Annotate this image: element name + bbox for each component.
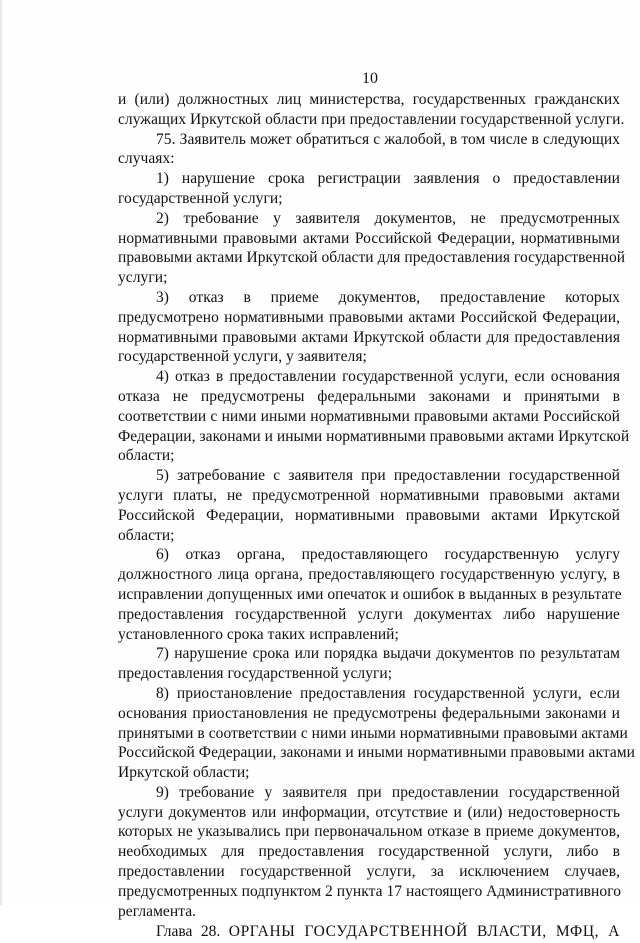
chapter-label: Глава 28. — [156, 923, 221, 941]
text-line: услуги документов или информации, отсутствие и (или) недостоверность — [118, 803, 620, 821]
text-line: 6) отказ органа, предоставляющего государственную услугу — [156, 546, 620, 564]
text-line: нормативными правовыми актами Иркутской области для предоставления — [118, 328, 620, 346]
text-line: случаях: — [118, 150, 175, 168]
text-line: предоставления государственной услуги документах либо нарушение — [118, 605, 620, 623]
text-line: должностного лица органа, предоставляющего государственную услугу, в — [118, 566, 620, 584]
text-line: Иркутской области; — [118, 764, 250, 782]
text-line: отказа не предусмотрены федеральными законами и принятыми в — [118, 387, 620, 405]
text-line: Федерации, законами и иными нормативными правовыми актами Иркутской — [118, 427, 630, 445]
text-line: 2) требование у заявителя документов, не предусмотренных — [156, 209, 620, 227]
page-number: 10 — [362, 70, 378, 87]
text-line: и (или) должностных лиц министерства, государственных гражданских — [118, 91, 620, 108]
text-line: 8) приостановление предоставления государственной услуги, если — [156, 684, 620, 702]
text-line: установленного срока таких исправлений; — [118, 625, 399, 643]
text-line: 3) отказ в приеме документов, предоставление которых — [156, 288, 620, 306]
text-line: нормативными правовыми актами Российской Федерации, нормативными — [118, 229, 620, 247]
chapter-heading — [118, 921, 620, 943]
page-edge — [0, 0, 2, 905]
text-line: предоставления государственной услуги; — [118, 665, 393, 683]
text-line: 7) нарушение срока или порядка выдачи документов по результатам — [156, 645, 620, 663]
text-line: правовыми актами Иркутской области для предоставления государственной — [118, 249, 626, 267]
document-body — [118, 90, 635, 943]
chapter-title: ОРГАНЫ ГОСУДАРСТВЕННОЙ ВЛАСТИ, МФЦ, А — [228, 923, 621, 941]
text-line: 9) требование у заявителя при предоставлении государственной — [156, 783, 620, 801]
text-line: необходимых для предоставления государственной услуги, либо в — [118, 843, 620, 861]
text-line: государственной услуги, у заявителя; — [118, 348, 367, 366]
text-line: государственной услуги; — [118, 189, 283, 207]
text-line: услуги платы, не предусмотренной нормативными правовыми актами — [118, 486, 620, 504]
text-line: услуги; — [118, 269, 168, 287]
text-line: 1) нарушение срока регистрации заявления о предоставлении — [156, 170, 620, 188]
text-line: области; — [118, 447, 175, 465]
text-line: основания приостановления не предусмотрены федеральными законами и — [118, 704, 620, 722]
text-line: принятыми в соответствии с ними иными нормативными правовыми актами — [118, 724, 628, 742]
text-line: 4) отказ в предоставлении государственной услуги, если основания — [156, 368, 620, 386]
text-line: предоставлении государственной услуги, за исключением случаев, — [118, 863, 620, 881]
text-line: служащих Иркутской области при предоставлении государственной услуги. — [118, 110, 625, 128]
text-line: предусмотренных подпунктом 2 пункта 17 настоящего Административного — [118, 882, 622, 900]
text-line: 75. Заявитель может обратиться с жалобой, в том числе в следующих — [156, 130, 620, 148]
text-line: области; — [118, 526, 175, 544]
text-line: 5) затребование с заявителя при предоставлении государственной — [156, 467, 620, 485]
text-line: которых не указывались при первоначальном отказе в приеме документов, — [118, 823, 620, 841]
text-line: регламента. — [118, 902, 197, 920]
text-line: Российской Федерации, нормативными правовыми актами Иркутской — [118, 506, 620, 524]
text-line: соответствии с ними иными нормативными правовыми актами Российской — [118, 407, 620, 425]
text-line: исправлении допущенных ими опечаток и ошибок в выданных в результате — [118, 585, 622, 603]
text-line: Российской Федерации, законами и иными нормативными правовыми актами — [118, 744, 635, 762]
text-line: предусмотрено нормативными правовыми актами Российской Федерации, — [118, 308, 620, 326]
